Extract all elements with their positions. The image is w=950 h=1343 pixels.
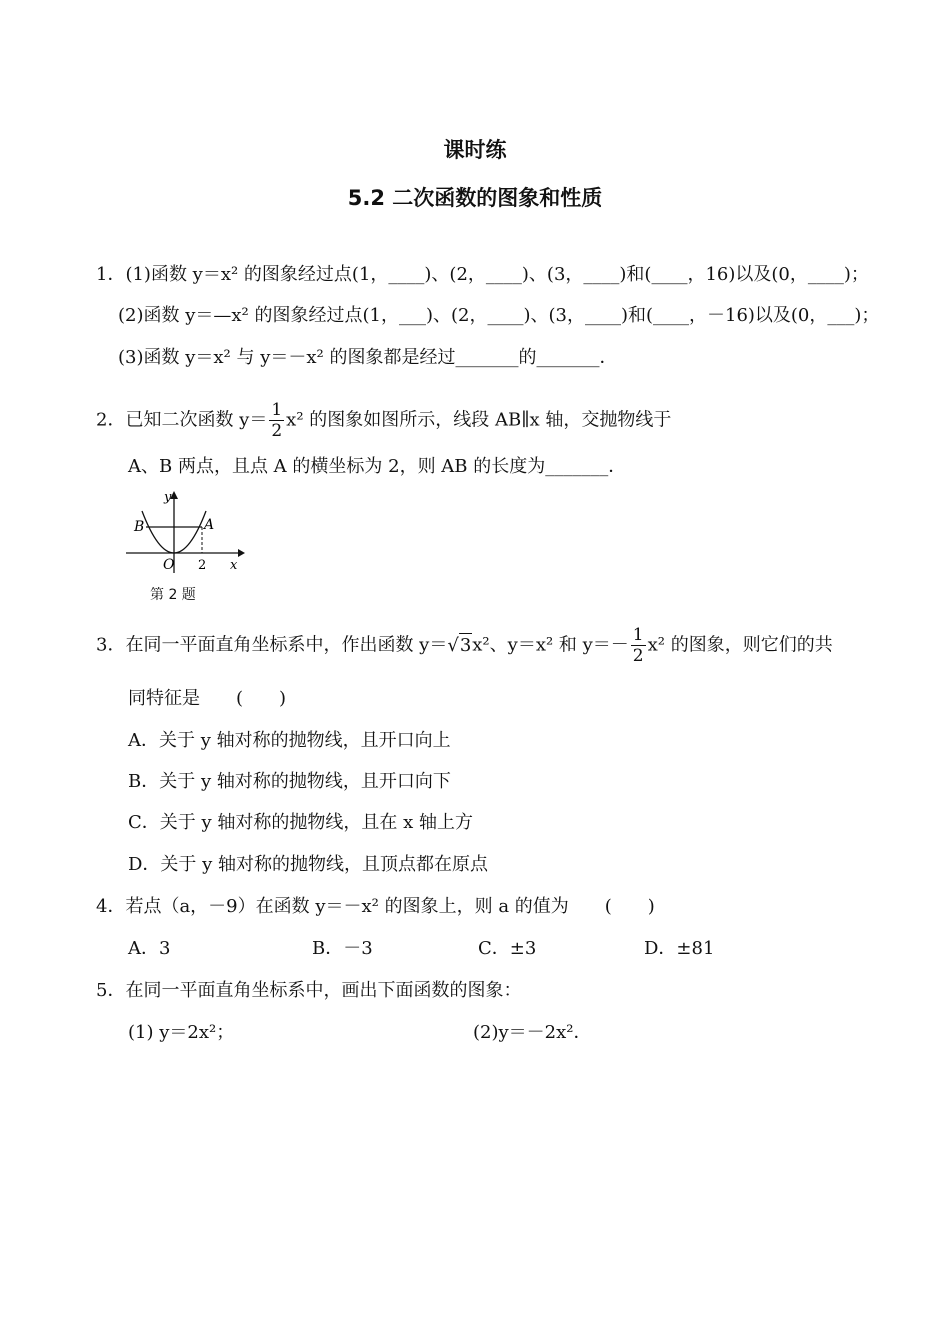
q3-line2: 同特征是 ( ) (128, 688, 287, 709)
q3-prefix: 3．在同一平面直角坐标系中，作出函数 y＝ (96, 634, 448, 656)
q3-frac-num: 1 (632, 625, 644, 645)
label-y: y (164, 490, 172, 505)
q5-stem: 5．在同一平面直角坐标系中，画出下面函数的图象： (96, 980, 522, 1001)
q3-frac-den: 2 (632, 646, 644, 666)
sqrt-symbol: √3 (447, 634, 472, 656)
q2-prefix: 2．已知二次函数 y＝ (96, 409, 268, 431)
q4-option-a: A．3 (128, 938, 171, 959)
figure-caption: 第 2 题 (150, 587, 196, 603)
q2-fraction (269, 400, 284, 441)
q5-part2: (2)y＝－2x²． (473, 1022, 592, 1043)
q5-part1: (1) y＝2x²； (128, 1022, 235, 1043)
q2-line2: A、B 两点，且点 A 的横坐标为 2，则 AB 的长度为_______． (128, 456, 627, 477)
q2-stem (96, 400, 671, 441)
q4-option-d: D．±81 (644, 938, 715, 959)
q3-option-b: B．关于 y 轴对称的抛物线，且开口向下 (128, 771, 451, 792)
sqrt-radicand: 3 (459, 634, 472, 656)
q3-suffix: x² 的图象，则它们的共 (647, 634, 833, 656)
q3-stem (96, 625, 833, 666)
q4-option-c: C．±3 (478, 938, 537, 959)
q3-option-c: C．关于 y 轴对称的抛物线，且在 x 轴上方 (128, 812, 473, 833)
q4-stem: 4．若点（a，－9）在函数 y＝－x² 的图象上，则 a 的值为 ( ) (96, 896, 655, 917)
q2-frac-den: 2 (271, 421, 283, 441)
label-a: A (204, 517, 215, 533)
q3-option-a: A．关于 y 轴对称的抛物线，且开口向上 (128, 730, 451, 751)
label-origin: O (163, 557, 175, 573)
q1-line3: (3)函数 y＝x² 与 y＝－x² 的图象都是经过_______的_______． (118, 347, 618, 368)
label-two: 2 (198, 558, 207, 573)
parabola-figure (122, 487, 247, 577)
q1-line2: (2)函数 y＝—x² 的图象经过点(1，___)、(2，____)、(3，____)和(____，－16)以及(0，___)； (118, 305, 880, 326)
label-b: B (134, 519, 145, 535)
q4-option-b: B．－3 (312, 938, 373, 959)
q3-fraction (631, 625, 646, 666)
q1-line1: 1．(1)函数 y＝x² 的图象经过点(1，____)、(2，____)、(3，____)和(____，16)以及(0，____)； (96, 264, 869, 285)
page-title: 课时练 (443, 138, 507, 162)
label-x: x (230, 558, 238, 573)
q3-option-d: D．关于 y 轴对称的抛物线，且顶点都在原点 (128, 854, 489, 875)
x-axis-arrow-icon (238, 549, 245, 557)
q3-mid: x²、y＝x² 和 y＝－ (472, 634, 629, 656)
q2-suffix: x² 的图象如图所示，线段 AB∥x 轴，交抛物线于 (286, 409, 672, 431)
q2-frac-num: 1 (271, 400, 283, 420)
lesson-title: 5.2 二次函数的图象和性质 (347, 186, 603, 210)
